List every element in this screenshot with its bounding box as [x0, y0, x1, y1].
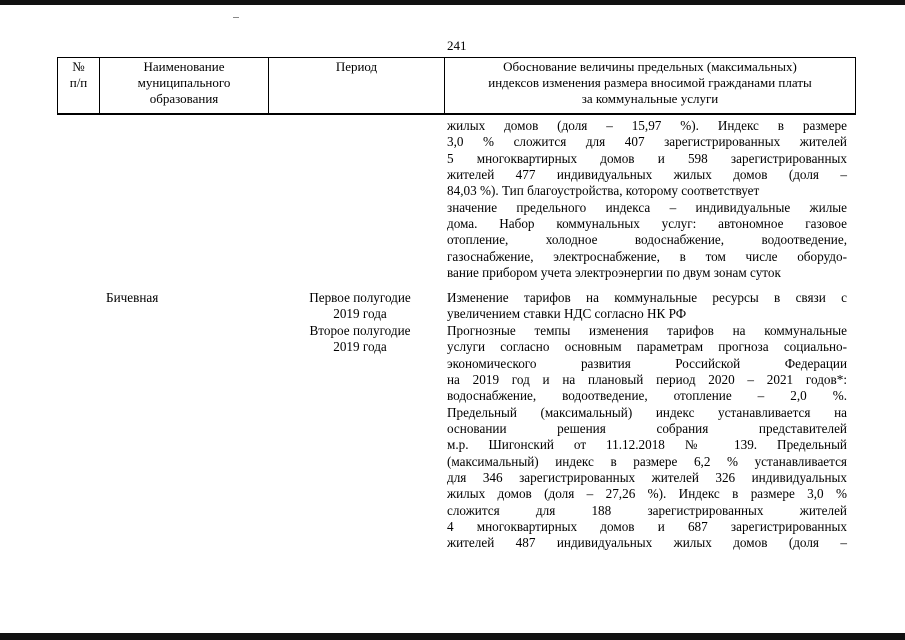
header-col-basis — [445, 59, 855, 107]
header-col-period-label: Период — [335, 59, 378, 74]
municipality-name: Бичевная — [106, 290, 159, 305]
period-first-half-line2: 2019 года — [333, 306, 387, 322]
text-line: Прогнозные темпы изменения тарифов на коммунальные — [447, 323, 847, 338]
period-second-half-line2: 2019 года — [333, 339, 387, 355]
text-line: Изменение тарифов на коммунальные ресурсы в связи с — [447, 290, 847, 305]
period-second-half-line1: Второе полугодие — [309, 323, 411, 338]
header-col-period — [269, 59, 444, 75]
text-line: на 2019 год и на плановый период 2020 – 2021 годов*: — [447, 372, 847, 388]
scan-border-top — [0, 0, 905, 5]
text-line: увеличением ставки НДС согласно НК РФ — [447, 306, 687, 322]
text-line: дома. Набор коммунальных услуг: автономное газовое — [447, 216, 847, 232]
text-line: жителей 477 индивидуальных жилых домов (доля – — [447, 167, 847, 183]
header-col-number — [58, 59, 99, 91]
continuation-paragraph — [447, 118, 847, 281]
text-line: основании решения собрания представителей — [447, 421, 847, 437]
column-divider-right-edge — [855, 57, 856, 115]
text-line: 4 многоквартирных домов и 687 зарегистрированных — [447, 519, 847, 535]
header-col-municipality — [100, 59, 268, 107]
header-col-basis-line2: индексов изменения размера вносимой гражданами платы — [488, 75, 812, 90]
scan-speck — [233, 17, 239, 18]
text-line: 84,03 %). Тип благоустройства, которому соответствует — [447, 183, 760, 199]
text-line: (максимальный) индекс в размере 6,2 % устанавливается — [447, 453, 847, 469]
period-first-half — [296, 290, 424, 323]
text-line: жилых домов (доля – 27,26 %). Индекс в размере 3,0 % — [447, 486, 847, 502]
table-top-border — [57, 57, 856, 58]
text-line: Предельный (максимальный) индекс устанавливается на — [447, 404, 847, 420]
period-first-half-line1: Первое полугодие — [309, 290, 411, 305]
text-line: 5 многоквартирных домов и 598 зарегистрированных — [447, 150, 847, 166]
header-col-number-line2: п/п — [69, 75, 88, 90]
header-col-basis-line3: за коммунальные услуги — [581, 91, 719, 106]
text-line: вание прибором учета электроэнергии по двум зонам суток — [447, 265, 781, 281]
text-line: отопление, холодное водоснабжение, водоотведение, — [447, 232, 847, 248]
text-line: сложится для 188 зарегистрированных жителей — [447, 502, 847, 518]
scan-border-bottom — [0, 633, 905, 640]
header-col-municipality-line3: образования — [149, 91, 219, 106]
text-line: водоснабжение, водоотведение, отопление – 2,0 %. — [447, 388, 847, 404]
text-line: газоснабжение, электроснабжение, в том числе оборудо- — [447, 248, 847, 264]
text-line: значение предельного индекса – индивидуальные жилые — [447, 199, 847, 215]
text-line: жителей 487 индивидуальных жилых домов (доля – — [447, 535, 847, 551]
basis-second-half — [447, 323, 847, 552]
basis-first-half — [447, 290, 847, 323]
header-col-municipality-line2: муниципального — [137, 75, 231, 90]
page-number: 241 — [447, 38, 467, 53]
text-line: жилых домов (доля – 15,97 %). Индекс в размере — [447, 118, 847, 133]
header-col-number-line1: № — [72, 59, 85, 74]
header-col-basis-line1: Обоснование величины предельных (максимальных) — [503, 59, 797, 74]
period-second-half — [296, 323, 424, 356]
text-line: 3,0 % сложится для 407 зарегистрированных жителей — [447, 134, 847, 150]
text-line: экономического развития Российской Федерации — [447, 355, 847, 371]
text-line: для 346 зарегистрированных жителей 326 индивидуальных — [447, 470, 847, 486]
header-col-municipality-line1: Наименование — [143, 59, 225, 74]
text-line: м.р. Шигонский от 11.12.2018 № 139. Предельный — [447, 437, 847, 453]
text-line: услуги согласно основным параметрам прогноза социально- — [447, 339, 847, 355]
table-header-bottom-border — [57, 113, 856, 115]
